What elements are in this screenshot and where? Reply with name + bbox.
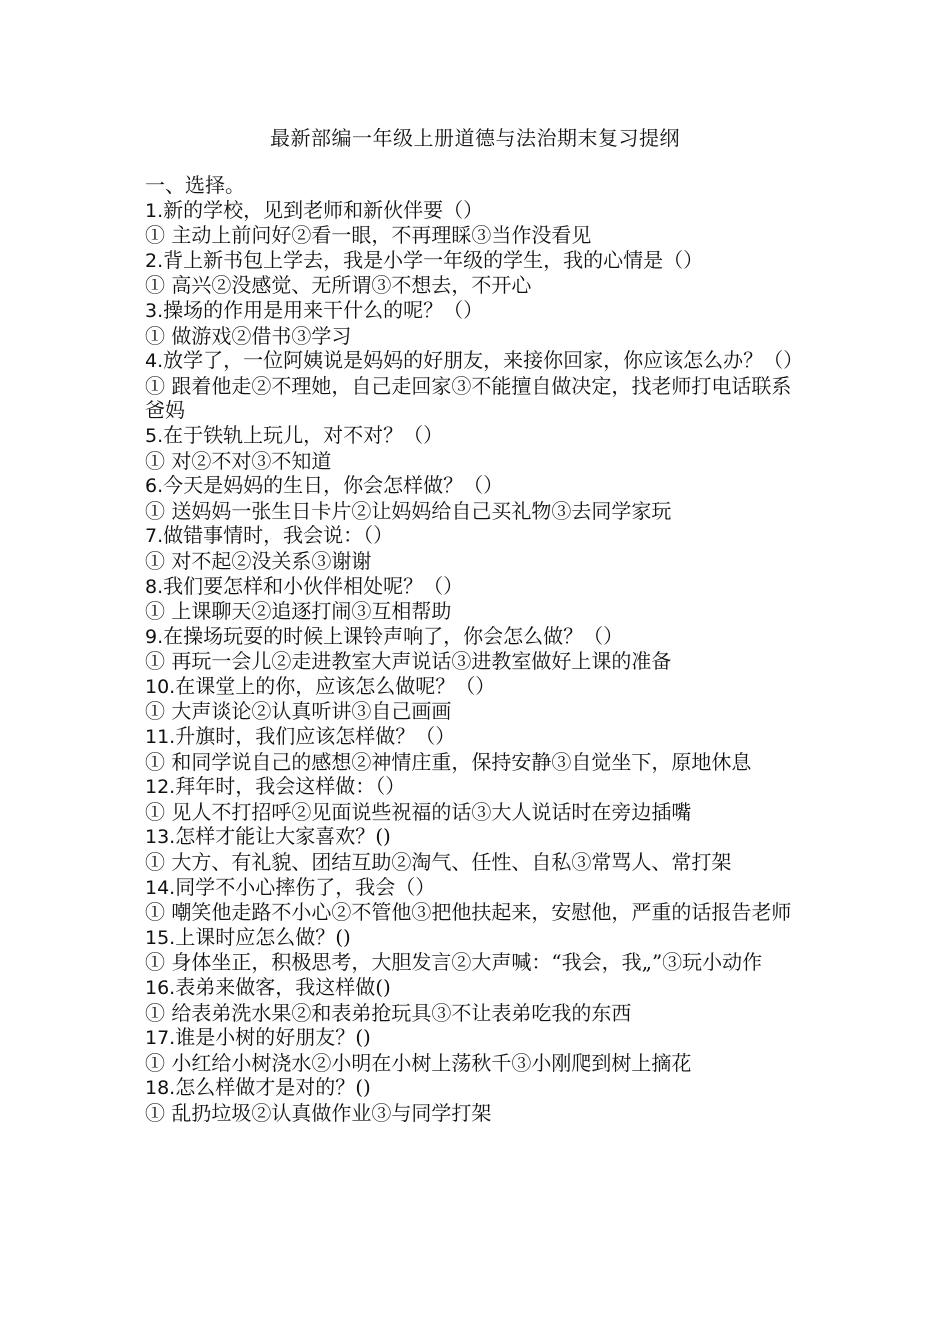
question-stem: 在于铁轨上玩儿，对不对？（） [163, 422, 444, 447]
question-number: 4. [145, 350, 164, 373]
question-number: 17. [145, 1027, 176, 1050]
answer-options: ① 小红给小树浇水②小明在小树上荡秋千③小刚爬到树上摘花 [145, 1050, 692, 1075]
question-number: 14. [145, 876, 176, 899]
question-text [145, 423, 810, 449]
answer-options: ① 上课聊天②追逐打闹③互相帮助 [145, 599, 452, 624]
question-text [145, 824, 810, 850]
question-stem: 新的学校，见到老师和新伙伴要（） [163, 197, 484, 222]
answer-options: ① 给表弟洗水果②和表弟抢玩具③不让表弟吃我的东西 [145, 1000, 632, 1025]
question-number: 3. [145, 299, 164, 322]
question-text [145, 473, 810, 499]
question-text [145, 724, 810, 750]
answer-options: ① 嘲笑他走路不小心②不管他③把他扶起来，安慰他，严重的话报告老师 [145, 900, 792, 925]
question-number: 12. [145, 776, 176, 799]
question-number: 5. [145, 424, 164, 447]
question-stem: 升旗时，我们应该怎样做？（） [175, 724, 456, 749]
question-number: 6. [145, 475, 164, 498]
question-number: 10. [145, 675, 176, 698]
question-stem: 背上新书包上学去，我是小学一年级的学生，我的心情是（） [163, 247, 704, 272]
answer-options: ① 主动上前问好②看一眼，不再理睬③当作没看见 [145, 223, 592, 248]
answer-options: ① 对不起②没关系③谢谢 [145, 548, 372, 573]
question-stem: 拜年时，我会这样做：（） [175, 774, 406, 799]
question-stem: 怎么样做才是对的？() [175, 1075, 371, 1100]
question-text [145, 198, 810, 224]
question-number: 15. [145, 926, 176, 949]
answer-options: ① 见人不打招呼②见面说些祝福的话③大人说话时在旁边插嘴 [145, 799, 692, 824]
answer-options: ① 乱扔垃圾②认真做作业③与同学打架 [145, 1100, 492, 1125]
question-number: 11. [145, 726, 176, 749]
question-number: 16. [145, 977, 176, 999]
question-text [145, 523, 810, 549]
question-number: 18. [145, 1077, 176, 1100]
section-heading: 一、选择。 [145, 173, 245, 197]
answer-options: ① 身体坐正，积极思考，大胆发言②大声喊：“我会，我„”③玩小动作 [145, 950, 763, 975]
question-text [145, 248, 810, 274]
question-text [145, 674, 810, 700]
question-text [145, 348, 810, 374]
question-text [145, 1025, 810, 1051]
answer-options: ① 做游戏②借书③学习 [145, 323, 352, 348]
answer-options: ① 大方、有礼貌、团结互助②淘气、任性、自私③常骂人、常打架 [145, 850, 732, 875]
question-text [145, 975, 810, 1001]
question-number: 9. [145, 625, 164, 648]
answer-options: ① 送妈妈一张生日卡片②让妈妈给自己买礼物③去同学家玩 [145, 498, 672, 523]
question-stem: 谁是小树的好朋友？() [175, 1025, 371, 1050]
question-number: 1. [145, 199, 164, 222]
question-text [145, 298, 810, 324]
answer-options: ① 跟着他走②不理她，自己走回家③不能擅自做决定，找老师打电话联系爸妈 [145, 373, 792, 423]
question-stem: 放学了，一位阿姨说是妈妈的好朋友，来接你回家，你应该怎么办？（） [163, 348, 804, 373]
question-list [145, 173, 810, 1126]
question-stem: 今天是妈妈的生日，你会怎样做？（） [163, 473, 504, 498]
answer-options: ① 和同学说自己的感想②神情庄重，保持安静③自觉坐下，原地休息 [145, 749, 752, 774]
question-stem: 同学不小心摔伤了，我会（） [175, 874, 436, 899]
question-number: 8. [145, 575, 164, 598]
question-text [145, 574, 810, 600]
question-text [145, 624, 810, 650]
answer-options: ① 对②不对③不知道 [145, 448, 332, 473]
question-text [145, 1075, 810, 1101]
question-number: 2. [145, 249, 164, 272]
question-text [145, 875, 810, 901]
question-stem: 在课堂上的你，应该怎么做呢？（） [175, 673, 496, 698]
page-title: 最新部编一年级上册道德与法治期末复习提纲 [270, 126, 680, 150]
question-stem: 怎样才能让大家喜欢？() [175, 824, 391, 849]
question-stem: 在操场玩耍的时候上课铃声响了，你会怎么做？（） [163, 623, 624, 648]
question-number: 13. [145, 826, 176, 849]
answer-options: ① 高兴②没感觉、无所谓③不想去，不开心 [145, 273, 532, 298]
question-stem: 表弟来做客，我这样做() [175, 975, 391, 999]
question-stem: 上课时应怎么做？() [175, 924, 351, 949]
answer-options: ① 再玩一会儿②走进教室大声说话③进教室做好上课的准备 [145, 649, 672, 674]
question-stem: 做错事情时，我会说：（） [163, 523, 394, 548]
question-stem: 我们要怎样和小伙伴相处呢？（） [163, 573, 464, 598]
question-number: 7. [145, 525, 164, 548]
question-stem: 操场的作用是用来干什么的呢？（） [163, 297, 484, 322]
answer-options: ① 大声谈论②认真听讲③自己画画 [145, 699, 452, 724]
question-text [145, 925, 810, 951]
question-text [145, 774, 810, 800]
